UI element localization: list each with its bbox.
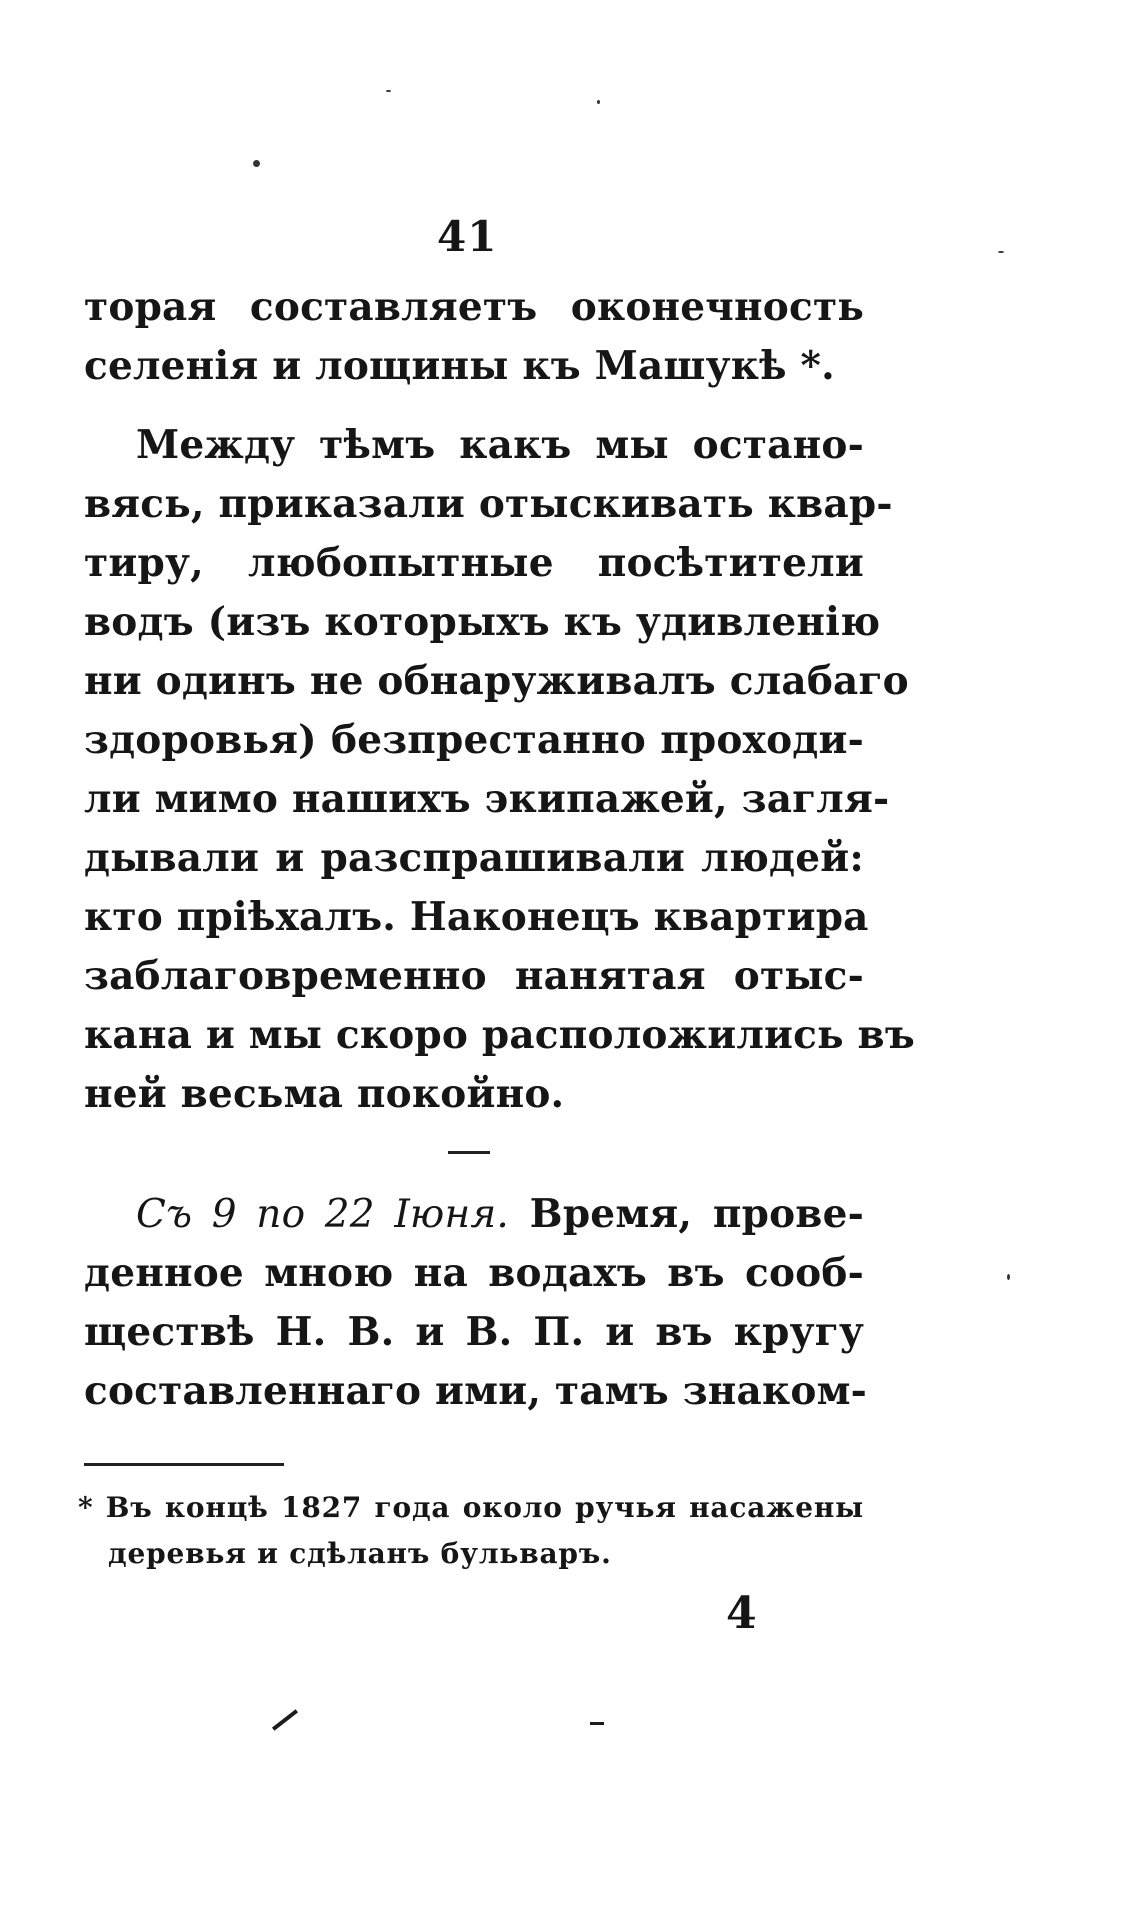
scan-speck xyxy=(998,251,1004,253)
signature-mark: 4 xyxy=(726,1588,757,1639)
text-line: дывали и разспрашивали людей: xyxy=(84,835,864,881)
scan-speck xyxy=(386,90,391,92)
text-line: кана и мы скоро расположились въ xyxy=(84,1012,915,1058)
text-line: кто пріѣхалъ. Наконецъ квартира xyxy=(84,894,869,940)
text-line-rest: Время, прове- xyxy=(529,1191,865,1237)
text-line: торая составляетъ оконечность xyxy=(84,284,864,330)
text-line: заблаговременно нанятая отыс- xyxy=(84,953,864,999)
text-line: составленнаго ими, тамъ знаком- xyxy=(84,1368,868,1414)
text-line: вясь, приказали отыскивать квар- xyxy=(84,481,893,527)
text-line: здоровья) безпрестанно проходи- xyxy=(84,717,864,763)
scan-speck xyxy=(597,100,600,104)
text-line: ни одинъ не обнаруживалъ слабаго xyxy=(84,658,909,704)
scan-mark xyxy=(590,1722,604,1725)
paragraph-dated-entry xyxy=(84,1185,868,1421)
text-line: ней весьма покойно. xyxy=(84,1071,565,1117)
paragraph-continuation xyxy=(84,278,864,396)
text-line xyxy=(84,1185,864,1244)
footnote-rule xyxy=(84,1463,284,1466)
footnote xyxy=(78,1485,864,1577)
text-line: селенія и лощины къ Машукѣ *. xyxy=(84,343,835,389)
text-line: денное мною на водахъ въ сооб- xyxy=(84,1250,864,1296)
page-number: 41 xyxy=(437,212,498,261)
footnote-line: * Въ концѣ 1827 года около ручья насажены xyxy=(78,1491,864,1524)
scan-speck xyxy=(1007,1274,1010,1280)
scan-speck xyxy=(253,160,260,167)
footnote-line: деревья и сдѣланъ бульваръ. xyxy=(108,1537,612,1570)
section-divider xyxy=(448,1151,490,1154)
date-label: Съ 9 по 22 Іюня. xyxy=(136,1192,509,1237)
text-line: ли мимо нашихъ экипажей, загля- xyxy=(84,776,890,822)
text-line: водъ (изъ которыхъ къ удивленію xyxy=(84,599,881,645)
text-line: Между тѣмъ какъ мы остано- xyxy=(136,422,864,468)
scan-mark xyxy=(272,1709,298,1731)
text-line: тиру, любопытные посѣтители xyxy=(84,540,864,586)
text-line: ществѣ Н. В. и В. П. и въ кругу xyxy=(84,1309,864,1355)
paragraph-arrival xyxy=(84,416,915,1124)
